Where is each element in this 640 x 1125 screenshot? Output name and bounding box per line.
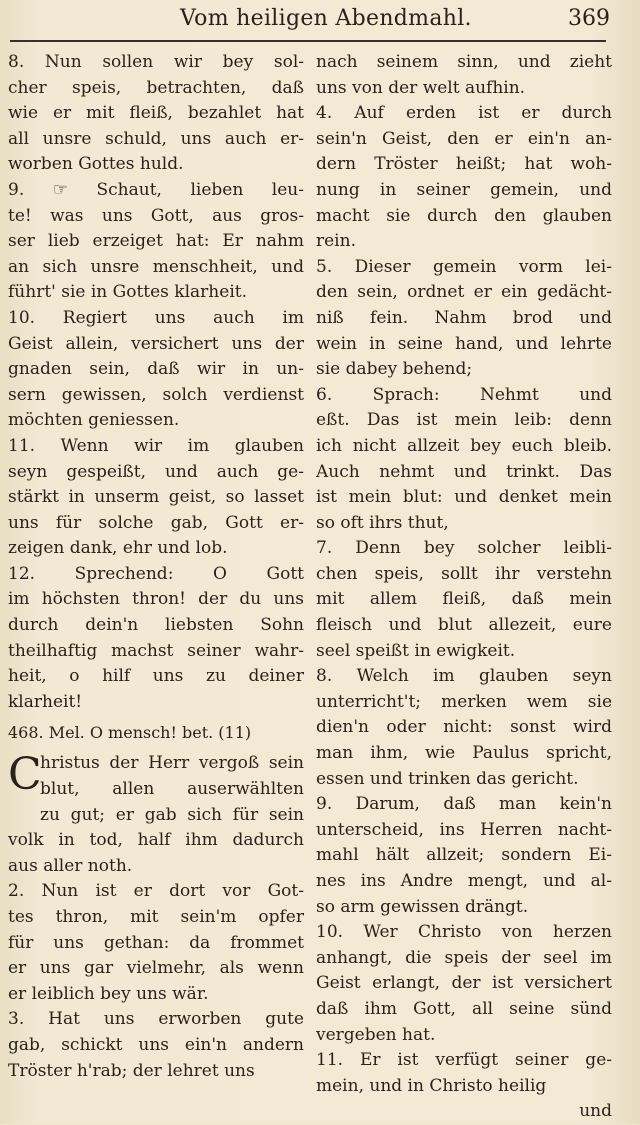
text-line: 8. Welch im glauben seyn [316,666,612,687]
text-line: chen speis, sollt ihr verstehn [316,563,612,584]
text-line: führt' sie in Gottes klarheit. [8,282,247,303]
text-line: mahl hält allzeit; sondern Ei- [316,845,612,866]
right-hymn-verses [316,50,612,1125]
page-number: 369 [568,6,610,31]
text-line: te! was uns Gott, aus gros- [8,205,304,226]
text-line: niß fein. Nahm brod und [316,307,612,328]
text-line: wein in seine hand, und lehrte [316,333,612,354]
text-line: blut, allen auserwählten [40,779,304,800]
text-line: sein'n Geist, den er ein'n an- [316,128,612,149]
text-line: fleisch und blut allezeit, eure [316,615,612,636]
text-line: volk in tod, half ihm dadurch [8,830,304,851]
text-line: so oft ihrs thut, [316,512,449,533]
text-line: 12. Sprechend: O Gott [8,563,304,584]
text-line: zeigen dank, ehr und lob. [8,538,228,559]
text-line: zu gut; er gab sich für sein [40,804,304,825]
text-line: ser lieb erzeiget hat: Er nahm [8,231,304,252]
text-line: vergeben hat. [316,1024,436,1045]
text-line: sern gewissen, solch verdienst [8,384,304,405]
left-column [8,50,304,1084]
text-line: 10. Wer Christo von herzen [316,922,612,943]
text-line: all unsre schuld, uns auch er- [8,128,304,149]
text-line: ist mein blut: und denket mein [316,487,612,508]
text-line: essen und trinken das gericht. [316,768,579,789]
text-line: nes ins Andre mengt, und al- [316,871,612,891]
text-line: 7. Denn bey solcher leibli- [316,538,612,559]
text-line: nung in seiner gemein, und [316,179,612,200]
text-line: 2. Nun ist er dort vor Got- [8,881,304,902]
text-line: 3. Hat uns erworben gute [8,1009,304,1030]
text-line: mit allem fleiß, daß mein [316,589,612,610]
catchword: und [579,1101,612,1122]
text-line: durch dein'n liebsten Sohn [8,615,304,636]
drop-cap: C [8,749,42,801]
text-line: 5. Dieser gemein vorm lei- [316,256,612,277]
text-line: den sein, ordnet er ein gedächt- [316,282,612,303]
text-line: anhangt, die speis der seel im [316,947,612,968]
text-line: seel speißt in ewigkeit. [316,640,516,661]
text-line: dien'n oder nicht: sonst wird [316,717,612,738]
text-line: cher speis, betrachten, daß [8,77,304,98]
text-line: seyn gespeißt, und auch ge- [8,461,304,482]
running-title: Vom heiligen Abendmahl. [180,6,472,31]
text-line: hristus der Herr vergoß sein [40,753,304,774]
text-line: gnaden sein, daß wir in un- [8,359,304,380]
text-line: unterscheid, ins Herren nacht- [316,819,612,840]
text-line: klarheit! [8,691,83,712]
text-line: daß ihm Gott, all seine sünd [316,998,612,1019]
text-line: 9. ☞ Schaut, lieben leu- [8,179,304,200]
text-line: uns für solche gab, Gott er- [8,512,304,533]
page-header [10,4,610,38]
text-line: 4. Auf erden ist er durch [316,103,612,124]
text-line: 11. Er ist verfügt seiner ge- [316,1050,612,1071]
text-line: macht sie durch den glauben [316,205,612,226]
text-line: aus aller noth. [8,855,133,876]
text-line: nach seinem sinn, und zieht [316,52,612,72]
text-line: theilhaftig machst seiner wahr- [8,640,304,661]
text-line: rein. [316,231,356,252]
text-line: 9. Darum, daß man kein'n [316,794,612,815]
text-line: für uns gethan: da frommet [8,932,304,953]
text-line: dern Tröster heißt; hat woh- [316,154,612,175]
text-line: an sich unsre menschheit, und [8,256,304,277]
text-line: ich nicht allzeit bey euch bleib. [316,435,612,456]
text-line: mein, und in Christo heilig [316,1075,547,1096]
text-line: er leiblich bey uns wär. [8,983,209,1004]
text-line: Auch nehmt und trinkt. Das [316,461,612,482]
hymn-468-verses [8,751,304,1084]
text-line: stärkt in unserm geist, so lasset [8,487,304,508]
text-line: Geist erlangt, der ist versichert [316,973,612,994]
left-hymn-verses [8,50,304,715]
text-line: heit, o hilf uns zu deiner [8,666,304,687]
text-line: man ihm, wie Paulus spricht, [316,743,612,764]
text-line: 6. Sprach: Nehmt und [316,384,612,405]
text-line: unterricht't; merken wem sie [316,691,612,712]
hymn-468-start [8,751,304,1084]
text-line: Geist allein, versichert uns der [8,333,304,354]
text-line: 8. Nun sollen wir bey sol- [8,52,304,72]
text-line: so arm gewissen drängt. [316,896,529,917]
text-line: wie er mit fleiß, bezahlet hat [8,103,304,124]
text-line: Tröster h'rab; der lehret uns [8,1060,255,1081]
text-line: er uns gar vielmehr, als wenn [8,958,304,979]
text-line: gab, schickt uns ein'n andern [8,1034,304,1055]
right-column [316,50,612,1125]
text-line: möchten geniessen. [8,410,180,431]
text-line: tes thron, mit sein'm opfer [8,907,304,927]
text-line: eßt. Das ist mein leib: denn [316,410,612,431]
text-line: 11. Wenn wir im glauben [8,435,304,456]
header-rule [10,40,606,42]
text-line: uns von der welt aufhin. [316,77,526,98]
hymn-heading: 468. Mel. O mensch! bet. (11) [8,723,252,743]
text-line: 10. Regiert uns auch im [8,307,304,328]
text-line: worben Gottes huld. [8,154,184,175]
text-line: sie dabey behend; [316,359,473,380]
text-line: im höchsten thron! der du uns [8,589,304,610]
